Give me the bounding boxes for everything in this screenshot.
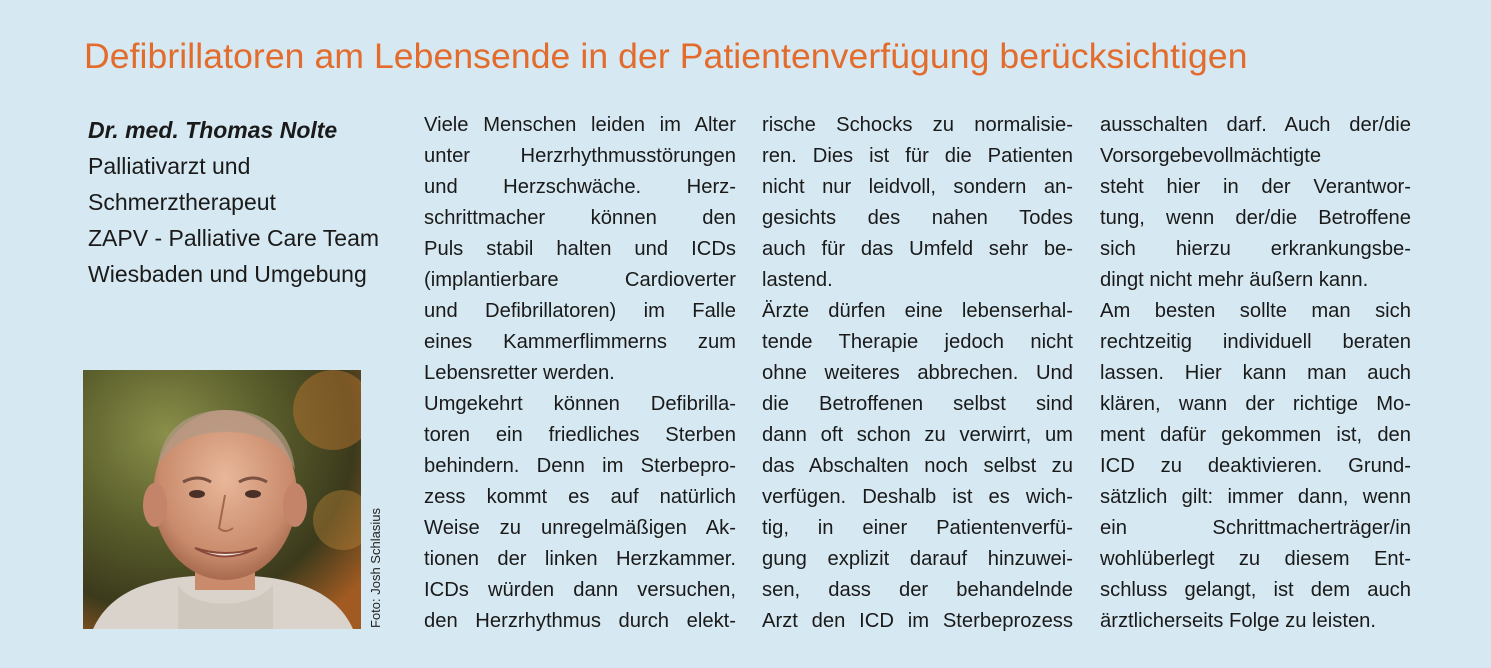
text-line: und Defibrillatoren) im Falle bbox=[424, 300, 736, 322]
text-line: schluss gelangt, ist dem auch bbox=[1100, 579, 1411, 601]
text-line: Puls stabil halten und ICDs bbox=[424, 238, 736, 260]
text-line: unter Herzrhythmusstörungen bbox=[424, 145, 736, 167]
text-line: Weise zu unregelmäßigen Ak- bbox=[424, 517, 736, 539]
text-line: lastend. bbox=[762, 269, 833, 291]
text-line: dann oft schon zu verwirrt, um bbox=[762, 424, 1073, 446]
text-line: nicht nur leidvoll, sondern an- bbox=[762, 176, 1073, 198]
text-line: sen, dass der behandelnde bbox=[762, 579, 1073, 601]
text-line: ärztlicherseits Folge zu leisten. bbox=[1100, 610, 1377, 632]
article-title: Defibrillatoren am Lebensende in der Patientenverfügung berücksichtigen bbox=[84, 36, 1248, 76]
text-line: eines Kammerflimmerns zum bbox=[424, 331, 736, 353]
text-line: tig, in einer Patientenverfü- bbox=[762, 517, 1073, 539]
text-column-2 bbox=[762, 110, 1073, 637]
text-line: ren. Dies ist für die Patienten bbox=[762, 145, 1073, 167]
text-line: (implantierbare Cardioverter bbox=[424, 269, 736, 291]
text-line: verfügen. Deshalb ist es wich- bbox=[762, 486, 1073, 508]
author-block bbox=[88, 112, 408, 292]
text-line: die Betroffenen selbst sind bbox=[762, 393, 1073, 415]
text-line: und Herzschwäche. Herz- bbox=[424, 176, 736, 198]
text-line: toren ein friedliches Sterben bbox=[424, 424, 736, 446]
text-line: wohlüberlegt zu diesem Ent- bbox=[1100, 548, 1411, 570]
text-line: den Herzrhythmus durch elekt- bbox=[424, 610, 736, 632]
text-line: steht hier in der Verantwor- bbox=[1100, 176, 1411, 198]
text-line: Ärzte dürfen eine lebenserhal- bbox=[762, 300, 1073, 322]
text-line: gung explizit darauf hinzuwei- bbox=[762, 548, 1073, 570]
text-line: Umgekehrt können Defibrilla- bbox=[424, 393, 736, 415]
text-line: Am besten sollte man sich bbox=[1100, 300, 1411, 322]
text-line: ment dafür gekommen ist, den bbox=[1100, 424, 1411, 446]
text-line: schrittmacher können den bbox=[424, 207, 736, 229]
text-line: lassen. Hier kann man auch bbox=[1100, 362, 1411, 384]
photo-credit: Foto: Josh Schlasius bbox=[368, 508, 383, 628]
text-line: Vorsorgebevollmächtigte bbox=[1100, 145, 1322, 167]
text-column-1 bbox=[424, 110, 736, 637]
author-organization: ZAPV - Palliative Care Team bbox=[88, 225, 380, 251]
text-line: dingt nicht mehr äußern kann. bbox=[1100, 269, 1369, 291]
text-line: sich hierzu erkrankungsbe- bbox=[1100, 238, 1411, 260]
text-column-3 bbox=[1100, 110, 1411, 637]
text-line: tung, wenn der/die Betroffene bbox=[1100, 207, 1411, 229]
text-line: auch für das Umfeld sehr be- bbox=[762, 238, 1073, 260]
text-line: ausschalten darf. Auch der/die bbox=[1100, 114, 1411, 136]
text-line: ohne weiteres abbrechen. Und bbox=[762, 362, 1073, 384]
text-line: ICDs würden dann versuchen, bbox=[424, 579, 736, 601]
text-line: rechtzeitig individuell beraten bbox=[1100, 331, 1411, 353]
text-line: sätzlich gilt: immer dann, wenn bbox=[1100, 486, 1411, 508]
author-role: Schmerztherapeut bbox=[88, 189, 276, 215]
text-line: Lebensretter werden. bbox=[424, 362, 615, 384]
author-location: Wiesbaden und Umgebung bbox=[88, 261, 367, 287]
text-line: rische Schocks zu normalisie- bbox=[762, 114, 1073, 136]
text-line: ICD zu deaktivieren. Grund- bbox=[1100, 455, 1411, 477]
text-line: gesichts des nahen Todes bbox=[762, 207, 1073, 229]
author-role: Palliativarzt und bbox=[88, 153, 251, 179]
text-line: das Abschalten noch selbst zu bbox=[762, 455, 1073, 477]
text-line: ein Schrittmacherträger/in bbox=[1100, 517, 1411, 539]
text-line: tionen der linken Herzkammer. bbox=[424, 548, 736, 570]
author-photo bbox=[83, 370, 361, 629]
text-line: klären, wann der richtige Mo- bbox=[1100, 393, 1411, 415]
text-line: tende Therapie jedoch nicht bbox=[762, 331, 1073, 353]
text-line: Viele Menschen leiden im Alter bbox=[424, 114, 736, 136]
text-line: behindern. Denn im Sterbepro- bbox=[424, 455, 736, 477]
text-line: Arzt den ICD im Sterbeprozess bbox=[762, 610, 1073, 632]
portrait-illustration bbox=[83, 370, 361, 629]
text-line: zess kommt es auf natürlich bbox=[424, 486, 736, 508]
author-name: Dr. med. Thomas Nolte bbox=[88, 117, 338, 143]
